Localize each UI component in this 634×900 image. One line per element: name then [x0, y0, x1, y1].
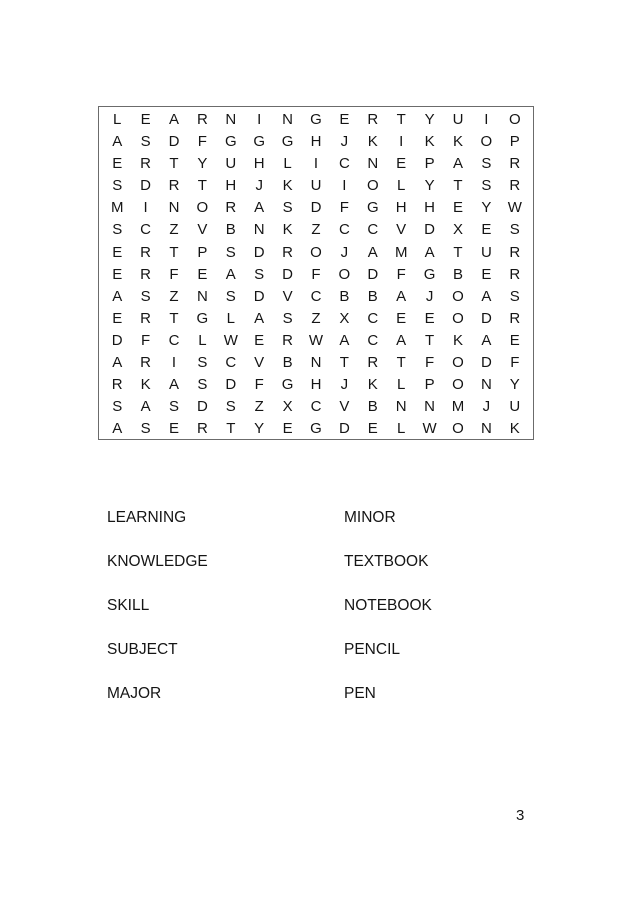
grid-cell: S [509, 221, 520, 239]
grid-cell: E [424, 309, 435, 327]
grid-cell: R [509, 309, 521, 327]
grid-cell: D [225, 376, 237, 394]
grid-cell: T [453, 243, 463, 261]
grid-cell: D [367, 265, 379, 283]
grid-cell: A [168, 111, 179, 128]
grid-cell: R [140, 354, 152, 372]
grid-cell: V [254, 354, 265, 372]
grid-cell: S [112, 177, 123, 195]
grid-cell: C [338, 155, 350, 173]
grid-cell: S [481, 177, 492, 195]
grid-cell: F [197, 133, 207, 151]
grid-cell: H [225, 177, 237, 195]
grid-cell: U [310, 177, 322, 195]
page-number: 3 [516, 807, 525, 824]
grid-cell: S [225, 287, 236, 305]
grid-cell: T [425, 331, 435, 349]
grid-cell: E [112, 309, 123, 327]
grid-cell: R [196, 420, 208, 438]
grid-cell: P [509, 133, 520, 151]
grid-cell: J [425, 287, 434, 305]
grid-cell: A [396, 287, 407, 305]
grid-cell: H [310, 133, 322, 151]
grid-cell: F [425, 354, 435, 372]
grid-cell: E [396, 309, 407, 327]
grid-cell: A [112, 354, 123, 372]
grid-cell: C [367, 309, 379, 327]
grid-cell: E [140, 111, 151, 128]
grid-cell: D [140, 177, 152, 195]
grid-cell: C [310, 287, 322, 305]
grid-cell: S [197, 354, 208, 372]
grid-cell: S [140, 420, 151, 438]
grid-cell: D [253, 287, 265, 305]
grid-cell: R [509, 243, 521, 261]
grid-cell: I [342, 177, 347, 195]
grid-cell: J [340, 243, 349, 261]
grid-cell: K [282, 177, 293, 195]
word-list-item: MINOR [344, 509, 396, 526]
grid-cell: H [310, 376, 322, 394]
grid-cell: Z [311, 221, 321, 239]
grid-cell: R [367, 354, 379, 372]
grid-cell: G [281, 133, 294, 151]
grid-cell: N [367, 155, 379, 173]
grid-cell: W [422, 420, 437, 438]
grid-cell: I [399, 133, 404, 151]
grid-cell: W [507, 199, 522, 217]
grid-cell: G [253, 133, 266, 151]
grid-cell: I [313, 155, 319, 173]
grid-cell: F [254, 376, 264, 394]
word-list-item: PENCIL [344, 641, 400, 658]
grid-cell: T [453, 177, 463, 195]
grid-cell: G [310, 420, 322, 438]
grid-cell: N [310, 354, 322, 372]
grid-cell: T [169, 155, 179, 173]
grid-cell: B [282, 354, 293, 372]
grid-cell: Y [424, 177, 435, 195]
grid-cell: D [480, 309, 492, 327]
grid-cell: N [196, 287, 208, 305]
grid-cell: J [340, 376, 349, 394]
word-list-item: NOTEBOOK [344, 597, 432, 614]
grid-cell: T [396, 354, 406, 372]
grid-cell: D [111, 331, 123, 349]
grid-cell: Z [311, 309, 321, 327]
grid-cell: A [225, 265, 236, 283]
grid-cell: C [338, 221, 350, 239]
grid-cell: S [254, 265, 265, 283]
grid-cell: E [367, 420, 378, 438]
grid-cell: O [480, 133, 493, 151]
grid-cell: O [452, 287, 464, 305]
grid-cell: K [140, 376, 151, 394]
grid-cell: X [282, 398, 293, 416]
grid-cell: A [339, 331, 350, 349]
grid-cell: E [396, 155, 407, 173]
grid-cell: L [198, 331, 207, 349]
grid-cell: K [367, 133, 378, 151]
grid-cell: J [255, 177, 263, 195]
grid-cell: E [509, 331, 520, 349]
grid-cell: S [282, 309, 293, 327]
grid-cell: T [197, 177, 207, 195]
grid-cell: C [168, 331, 180, 349]
grid-cell: G [224, 133, 237, 151]
grid-cell: E [481, 265, 492, 283]
grid-cell: H [424, 199, 436, 217]
grid-cell: A [254, 309, 265, 327]
grid-cell: T [396, 111, 406, 128]
grid-cell: G [423, 265, 436, 283]
grid-cell: A [112, 287, 123, 305]
grid-cell: Y [424, 111, 435, 128]
grid-cell: U [509, 398, 521, 416]
grid-cell: D [424, 221, 436, 239]
grid-cell: O [452, 309, 464, 327]
grid-cell: J [340, 133, 349, 151]
grid-cell: L [113, 111, 122, 128]
grid-cell: W [308, 331, 324, 349]
grid-cell: L [397, 177, 406, 195]
grid-cell: R [168, 177, 180, 195]
grid-cell: L [283, 155, 292, 173]
grid-cell: O [452, 376, 464, 394]
grid-cell: G [281, 376, 294, 394]
grid-cell: R [282, 331, 294, 349]
grid-cell: S [112, 221, 123, 239]
grid-cell: R [367, 111, 379, 128]
grid-cell: C [367, 331, 379, 349]
grid-cell: D [282, 265, 294, 283]
grid-cell: E [282, 420, 293, 438]
grid-cell: O [508, 111, 521, 128]
grid-cell: R [225, 199, 237, 217]
grid-cell: A [140, 398, 151, 416]
grid-cell: B [339, 287, 350, 305]
grid-cell: C [367, 221, 379, 239]
grid-cell: S [168, 398, 179, 416]
grid-cell: V [339, 398, 350, 416]
grid-cell: L [397, 376, 406, 394]
grid-cell: R [140, 265, 152, 283]
grid-cell: N [282, 111, 294, 128]
grid-cell: T [169, 243, 179, 261]
grid-cell: F [396, 265, 406, 283]
word-list-item: SKILL [107, 597, 150, 614]
grid-cell: R [509, 155, 521, 173]
grid-cell: E [112, 265, 123, 283]
grid-cell: D [196, 398, 208, 416]
grid-cell: R [140, 155, 152, 173]
grid-cell: R [509, 177, 521, 195]
grid-cell: V [197, 221, 208, 239]
grid-cell: G [310, 111, 322, 128]
grid-cell: A [424, 243, 435, 261]
grid-cell: D [310, 199, 322, 217]
grid-cell: N [480, 376, 492, 394]
grid-cell: S [481, 155, 492, 173]
grid-cell: O [452, 420, 464, 438]
grid-cell: U [480, 243, 492, 261]
grid-cell: E [197, 265, 208, 283]
grid-cell: S [197, 376, 208, 394]
grid-cell: O [310, 243, 322, 261]
grid-cell: J [482, 398, 491, 416]
grid-cell: Y [254, 420, 265, 438]
grid-cell: K [424, 133, 435, 151]
grid-cell: X [339, 309, 350, 327]
word-list-item: PEN [344, 685, 376, 702]
grid-cell: F [339, 199, 349, 217]
grid-cell: Z [169, 287, 179, 305]
grid-cell: P [424, 376, 435, 394]
grid-cell: E [452, 199, 463, 217]
grid-cell: A [367, 243, 378, 261]
grid-cell: O [452, 354, 464, 372]
grid-cell: A [481, 287, 492, 305]
grid-cell: R [111, 376, 123, 394]
word-list-item: MAJOR [107, 685, 162, 702]
grid-cell: Z [254, 398, 264, 416]
grid-cell: Y [197, 155, 208, 173]
grid-cell: D [480, 354, 492, 372]
grid-cell: S [140, 133, 151, 151]
grid-cell: S [282, 199, 293, 217]
grid-cell: E [112, 243, 123, 261]
grid-cell: W [223, 331, 238, 349]
grid-cell: V [282, 287, 293, 305]
grid-cell: H [253, 155, 265, 173]
word-list-item: LEARNING [107, 509, 187, 526]
grid-cell: N [480, 420, 492, 438]
grid-cell: D [338, 420, 350, 438]
grid-cell: X [452, 221, 463, 239]
grid-cell: S [225, 398, 236, 416]
grid-cell: A [452, 155, 463, 173]
grid-cell: R [509, 265, 521, 283]
grid-cell: U [225, 155, 237, 173]
grid-cell: F [311, 265, 321, 283]
grid-cell: S [140, 287, 151, 305]
grid-cell: B [452, 265, 463, 283]
word-search-grid-box [98, 106, 534, 440]
grid-cell: L [226, 309, 235, 327]
grid-cell: O [366, 177, 379, 195]
grid-cell: N [168, 199, 180, 217]
grid-cell: R [140, 243, 152, 261]
grid-cell: K [509, 420, 520, 438]
word-list-item: KNOWLEDGE [107, 553, 208, 570]
grid-cell: K [282, 221, 293, 239]
grid-cell: B [225, 221, 236, 239]
grid-cell: Z [169, 221, 179, 239]
grid-cell: I [257, 111, 262, 128]
grid-cell: B [367, 287, 378, 305]
grid-cell: T [339, 354, 349, 372]
grid-cell: S [112, 398, 123, 416]
grid-cell: R [196, 111, 208, 128]
grid-cell: A [112, 133, 123, 151]
grid-cell: H [395, 199, 407, 217]
grid-cell: Y [481, 199, 492, 217]
grid-cell: G [366, 199, 379, 217]
word-list-item: SUBJECT [107, 641, 178, 658]
grid-cell: N [424, 398, 436, 416]
grid-cell: N [225, 111, 237, 128]
grid-cell: M [451, 398, 465, 416]
grid-cell: M [110, 199, 124, 217]
grid-cell: D [168, 133, 180, 151]
grid-cell: A [112, 420, 123, 438]
grid-cell: A [254, 199, 265, 217]
word-list-item: TEXTBOOK [344, 553, 429, 570]
grid-cell: A [396, 331, 407, 349]
grid-cell: S [509, 287, 520, 305]
grid-cell: O [196, 199, 209, 217]
grid-cell: L [397, 420, 406, 438]
grid-cell: E [112, 155, 123, 173]
grid-cell: A [481, 331, 492, 349]
grid-cell: T [226, 420, 236, 438]
grid-cell: I [171, 354, 177, 372]
grid-cell: M [394, 243, 408, 261]
grid-cell: D [253, 243, 265, 261]
grid-cell: I [484, 111, 489, 128]
grid-cell: C [310, 398, 322, 416]
grid-cell: K [452, 331, 463, 349]
grid-cell: U [452, 111, 464, 128]
grid-cell: I [143, 199, 148, 217]
grid-cell: C [225, 354, 237, 372]
grid-cell: F [510, 354, 520, 372]
grid-cell: A [168, 376, 179, 394]
grid-cell: P [197, 243, 208, 261]
grid-cell: F [141, 331, 151, 349]
grid-cell: O [338, 265, 351, 283]
grid-cell: R [140, 309, 152, 327]
grid-cell: N [395, 398, 407, 416]
grid-cell: F [169, 265, 179, 283]
grid-cell: G [196, 309, 209, 327]
grid-cell: T [169, 309, 179, 327]
grid-cell: C [140, 221, 152, 239]
grid-cell: K [452, 133, 463, 151]
word-search-grid [99, 109, 533, 440]
grid-cell: E [339, 111, 350, 128]
grid-cell: N [253, 221, 265, 239]
grid-cell: S [225, 243, 236, 261]
grid-cell: B [367, 398, 378, 416]
grid-cell: E [254, 331, 265, 349]
grid-cell: R [282, 243, 294, 261]
grid-cell: Y [509, 376, 520, 394]
grid-cell: E [481, 221, 492, 239]
grid-cell: E [168, 420, 179, 438]
grid-cell: V [396, 221, 407, 239]
grid-cell: K [367, 376, 378, 394]
grid-cell: P [424, 155, 435, 173]
